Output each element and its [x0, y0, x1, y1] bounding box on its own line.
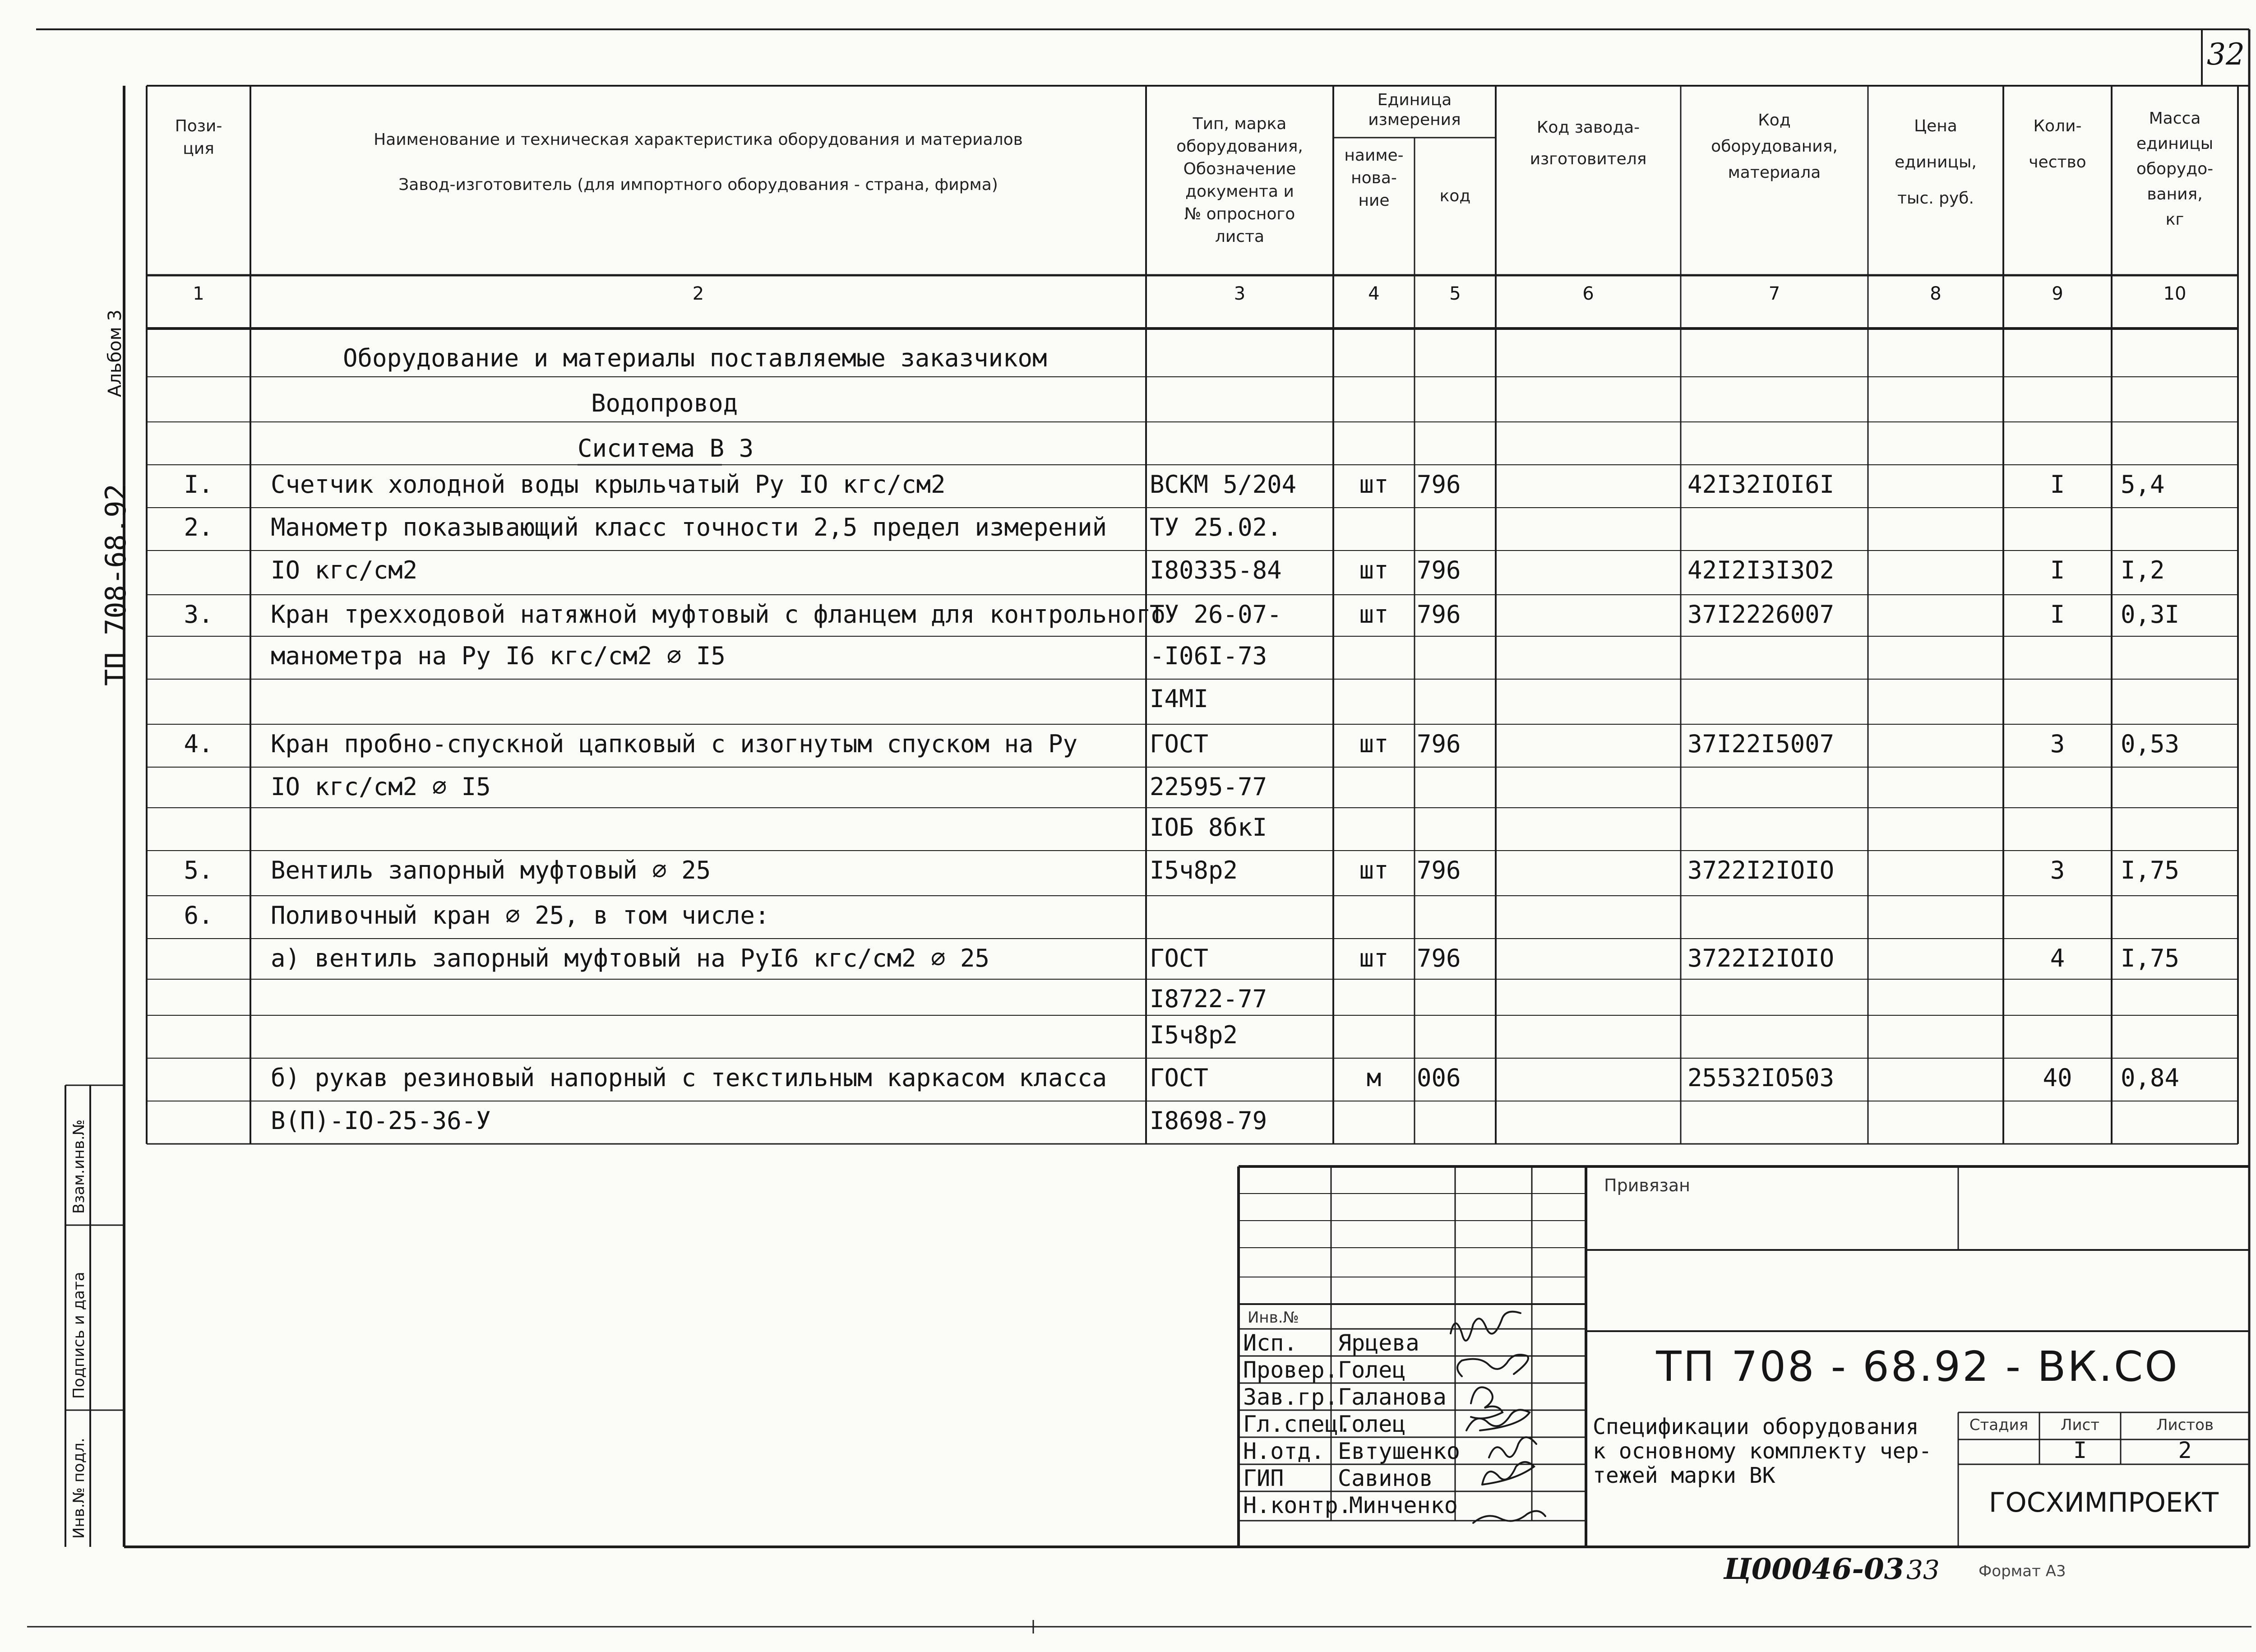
cell-qty: 4 — [2050, 944, 2065, 972]
tb-role: Исп. — [1243, 1330, 1298, 1356]
cell-type: ГОСТ — [1150, 730, 1209, 758]
cell-mat: 42I32IOI6I — [1687, 470, 1835, 499]
cell-unit: шт — [1359, 944, 1389, 972]
cell-type: ВСКМ 5/204 — [1150, 470, 1297, 499]
header-material-code: Код оборудования, материала — [1711, 111, 1838, 182]
cell-mass: I,75 — [2121, 944, 2180, 972]
tb-sheets-value: 2 — [2178, 1437, 2192, 1463]
tb-role: Н.отд. — [1243, 1438, 1325, 1464]
cell-mat: 37I2226007 — [1687, 600, 1835, 629]
colnum-4: 4 — [1368, 283, 1380, 304]
cell-unit: шт — [1359, 730, 1389, 758]
tb-role: ГИП — [1243, 1465, 1284, 1491]
cell-unit: шт — [1359, 856, 1389, 884]
cell-code: 796 — [1417, 600, 1461, 629]
cell-type: I8722-77 — [1150, 985, 1267, 1013]
cell-code: 796 — [1417, 944, 1461, 972]
cell-pos: 5. — [184, 856, 213, 884]
cell-qty: 3 — [2050, 730, 2065, 758]
header-price: Цена единицы, тыс. руб. — [1895, 117, 1977, 208]
sheet-number: 32 — [2207, 37, 2245, 72]
cell-name: IO кгс/см2 — [271, 556, 418, 584]
cell-qty: 3 — [2050, 856, 2065, 884]
section-title-equipment: Оборудование и материалы поставляемые заказчиком — [343, 344, 1047, 372]
section-title-water-supply: Водопровод — [591, 389, 738, 417]
cell-type: I4MI — [1150, 685, 1209, 713]
cell-type: I8698-79 — [1150, 1106, 1267, 1135]
cell-name: Кран пробно-спускной цапковый с изогнутым спуском на Ру — [271, 730, 1078, 758]
tb-name: Галанова — [1338, 1384, 1447, 1410]
tb-name: Минченко — [1349, 1492, 1458, 1518]
cell-name: Счетчик холодной воды крыльчатый Ру IO кгс/см2 — [271, 470, 946, 499]
cell-name: Кран трехходовой натяжной муфтовый с фланцем для контрольного — [271, 600, 1166, 629]
cell-mass: 0,3I — [2121, 600, 2180, 629]
tb-sheets-label: Листов — [2156, 1416, 2214, 1434]
footer-page: 33 — [1906, 1555, 1940, 1585]
tb-stage-label: Стадия — [1969, 1416, 2029, 1434]
section-title-system: Сиситема В 3 — [578, 434, 754, 463]
cell-type: I80335-84 — [1150, 556, 1282, 584]
cell-pos: 3. — [184, 600, 213, 629]
cell-qty: I — [2050, 470, 2065, 499]
cell-pos: 4. — [184, 730, 213, 758]
tb-description: Спецификации оборудования к основному комплекту чер- тежей марки ВК — [1593, 1414, 1932, 1488]
cell-code: 796 — [1417, 856, 1461, 884]
colnum-10: 10 — [2163, 283, 2187, 304]
colnum-3: 3 — [1234, 283, 1246, 304]
cell-code: 796 — [1417, 556, 1461, 584]
cell-name: Поливочный кран ∅ 25, в том числе: — [271, 901, 770, 930]
cell-name: б) рукав резиновый напорный с текстильным каркасом класса — [271, 1064, 1107, 1092]
cell-mat: 3722I2IOIO — [1687, 856, 1835, 884]
cell-type: I5ч8р2 — [1150, 856, 1238, 884]
header-unit-code: код — [1439, 187, 1471, 205]
header-factory-code: Код завода- изготовителя — [1530, 118, 1647, 168]
cell-name: Вентиль запорный муфтовый ∅ 25 — [271, 856, 711, 884]
cell-mass: I,2 — [2121, 556, 2165, 584]
colnum-1: 1 — [193, 283, 204, 304]
cell-mat: 42I2I3I3O2 — [1687, 556, 1835, 584]
cell-mass: I,75 — [2121, 856, 2180, 884]
stamp-label-replace: Взам.инв.№ — [70, 1119, 88, 1214]
header-unit-name: наиме- нова- ние — [1344, 146, 1404, 210]
cell-type: ТУ 25.02. — [1150, 513, 1282, 541]
cell-mat: 25532IO503 — [1687, 1064, 1835, 1092]
tb-name: Голец — [1338, 1411, 1406, 1437]
stamp-label-inventory: Инв.№ подл. — [70, 1438, 88, 1539]
cell-name: IO кгс/см2 ∅ I5 — [271, 773, 491, 801]
cell-code: 796 — [1417, 730, 1461, 758]
cell-qty: I — [2050, 600, 2065, 629]
colnum-5: 5 — [1449, 283, 1461, 304]
cell-pos: 2. — [184, 513, 213, 541]
format-label: Формат А3 — [1979, 1562, 2066, 1580]
cell-type: IOБ 8бкI — [1150, 813, 1267, 842]
tb-privyazan: Привязан — [1604, 1175, 1690, 1195]
cell-type: 22595-77 — [1150, 773, 1267, 801]
cell-code: 006 — [1417, 1064, 1461, 1092]
tb-sheet-value: I — [2073, 1437, 2087, 1463]
cell-code: 796 — [1417, 470, 1461, 499]
tb-inv-label: Инв.№ — [1248, 1309, 1299, 1327]
header-quantity: Коли- чество — [2029, 117, 2086, 171]
stamp-label-signature: Подпись и дата — [70, 1272, 88, 1399]
cell-mass: 0,53 — [2121, 730, 2180, 758]
header-unit: Единица измерения — [1368, 91, 1461, 129]
tb-role: Зав.гр. — [1243, 1384, 1338, 1410]
cell-unit: шт — [1359, 556, 1389, 584]
colnum-8: 8 — [1930, 283, 1942, 304]
header-type: Тип, марка оборудования, Обозначение документа и № опросного листа — [1176, 115, 1303, 246]
cell-mat: 3722I2IOIO — [1687, 944, 1835, 972]
tb-name: Ярцева — [1338, 1330, 1419, 1356]
cell-qty: 40 — [2043, 1064, 2072, 1092]
tb-name: Евтушенко — [1338, 1438, 1460, 1464]
cell-unit: м — [1366, 1064, 1382, 1092]
cell-name: В(П)-IO-25-36-У — [271, 1106, 491, 1135]
tb-name: Голец — [1338, 1357, 1406, 1383]
colnum-9: 9 — [2052, 283, 2063, 304]
cell-unit: шт — [1359, 600, 1389, 629]
header-position: Пози- ция — [175, 117, 222, 158]
side-doc-code: ТП 708-68.92 — [99, 484, 132, 686]
cell-pos: I. — [184, 470, 213, 499]
cell-type: I5ч8р2 — [1150, 1021, 1238, 1049]
cell-mass: 0,84 — [2121, 1064, 2180, 1092]
tb-name: Савинов — [1338, 1465, 1433, 1491]
colnum-2: 2 — [692, 283, 704, 304]
archive-number: Ц00046-03 — [1724, 1552, 1905, 1586]
header-mass: Масса единицы оборудо- вания, кг — [2136, 109, 2214, 229]
tb-role: Н.контр. — [1243, 1492, 1352, 1518]
cell-unit: шт — [1359, 470, 1389, 499]
cell-type: ГОСТ — [1150, 1064, 1209, 1092]
cell-type: ГОСТ — [1150, 944, 1209, 972]
cell-pos: 6. — [184, 901, 213, 930]
tb-doc-title: ТП 708 - 68.92 - ВК.СО — [1656, 1342, 2179, 1391]
cell-mat: 37I22I5007 — [1687, 730, 1835, 758]
cell-type: -I06I-73 — [1150, 642, 1267, 670]
tb-organization: ГОСХИМПРОЕКТ — [1988, 1487, 2219, 1518]
cell-name: манометра на Ру I6 кгс/см2 ∅ I5 — [271, 642, 726, 670]
tb-sheet-label: Лист — [2060, 1416, 2100, 1434]
colnum-6: 6 — [1582, 283, 1594, 304]
cell-mass: 5,4 — [2121, 470, 2165, 499]
cell-qty: I — [2050, 556, 2065, 584]
cell-name: Манометр показывающий класс точности 2,5 предел измерений — [271, 513, 1107, 541]
header-name: Наименование и техническая характеристика оборудования и материалов Завод-изготовитель (для импортного оборудования - страна, фирма) — [374, 130, 1023, 194]
colnum-7: 7 — [1768, 283, 1780, 304]
cell-type: ТУ 26-07- — [1150, 600, 1282, 629]
tb-role: Провер. — [1243, 1357, 1338, 1383]
album-label: Альбом 3 — [105, 310, 125, 397]
tb-role: Гл.спец. — [1243, 1411, 1352, 1437]
cell-name: а) вентиль запорный муфтовый на РуI6 кгс/см2 ∅ 25 — [271, 944, 990, 972]
